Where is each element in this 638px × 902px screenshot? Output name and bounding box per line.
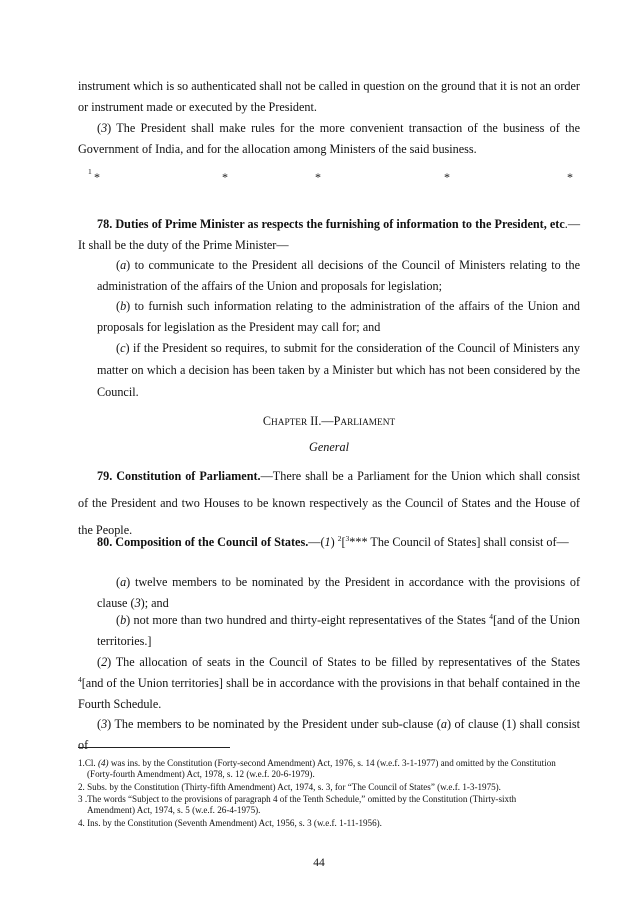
article-78-clause-c: (c) if the President so requires, to submit for the consideration of the Council of Ministers any matter on which a decision has been taken by a Minister but which has not been considered by the Council. [97, 341, 580, 399]
article-79: 79. Constitution of Parliament.—There shall be a Parliament for the Union which shall consist of the President and two Houses to be known respectively as the Council of States and the House of the People. [78, 469, 580, 537]
footnote-ref: 4 [78, 674, 82, 684]
footnote-ref: 3 [345, 533, 350, 543]
section-heading: 80. Composition of the Council of States. [97, 535, 309, 549]
footnote-2: 2. Subs. by the Constitution (Thirty-fifth Amendment) Act, 1974, s. 3, for “The Council of States” (w.e.f. 1-3-1975). [78, 782, 501, 792]
footnote-4: 4. Ins. by the Constitution (Seventh Amendment) Act, 1956, s. 3 (w.e.f. 1-11-1956). [78, 818, 382, 828]
footnote-ref: 4 [489, 611, 493, 621]
article-77-clause-3: (3) The President shall make rules for the more convenient transaction of the business of the Government of India, and for the allocation among Ministers of the said business. [78, 121, 580, 156]
footnote-ref: 2 [337, 533, 342, 543]
clause-number: 3 [101, 121, 108, 135]
general-subheading: General [309, 440, 349, 454]
continuation-paragraph: instrument which is so authenticated shall not be called in question on the ground that it is not an order or instrument made or executed by the President. [78, 79, 580, 114]
omission-stars: 1 * * * * * [88, 167, 573, 184]
article-78-clause-b: (b) to furnish such information relating to the administration of the affairs of the Union and proposals for legislation as the President may call for; and [97, 299, 581, 334]
footnote-3: 3 .The words “Subject to the provisions of paragraph 4 of the Tenth Schedule,” omitted by the Constitution (Thirty-sixth Amendment) Act, 1974, s. 5 (w.e.f. 26-4-1975). [78, 794, 517, 816]
article-80-clause-a: (a) twelve members to be nominated by the President in accordance with the provisions of clause (3); and [97, 575, 581, 610]
article-80-clause-b: (b) not more than two hundred and thirty-eight representatives of the States $^4$[and of the Union territories.] [97, 611, 580, 648]
section-heading: 78. Duties of Prime Minister as respects the furnishing of information to the President, etc [97, 217, 565, 231]
omission-star: * [315, 170, 321, 184]
article-80-clause-3: (3) The members to be nominated by the President under sub-clause (a) of clause (1) shall consist of [78, 717, 581, 752]
footnote-1: 1.Cl. (4) was ins. by the Constitution (Forty-second Amendment) Act, 1976, s. 14 (w.e.f. 3-1-1977) and omitted by the Constitution (Forty-fourth Amendment) Act, 1978, s. 12 (w.e.f. 20-6-1979). [78, 758, 556, 780]
omission-star: * [444, 170, 450, 184]
omission-star: * [94, 170, 100, 184]
article-78-clause-a: (a) to communicate to the President all decisions of the Council of Ministers relating to the administration of the affairs of the Union and proposals for legislation; [97, 258, 580, 293]
chapter-heading: CHAPTER II.—PARLIAMENT [262, 414, 396, 428]
footnote-separator [78, 747, 230, 748]
page-number: 44 [313, 857, 325, 869]
article-78: 78. Duties of Prime Minister as respects the furnishing of information to the President, etc.—It shall be the duty of the Prime Minister— [78, 217, 580, 252]
article-80-clause-2: (2) The allocation of seats in the Council of States to be filled by representatives of the States $^4$[and of the Union territories] shall be in accordance with the provisions in that behalf contained in the Fourth Schedule. [78, 655, 581, 711]
section-heading: 79. Constitution of Parliament. [97, 469, 261, 483]
article-80-clause-1: 80. Composition of the Council of States.—(1) $^2$[$^3$*** The Council of States] shall consist of— [97, 533, 569, 549]
omission-star: * [222, 170, 228, 184]
omission-star: * [567, 170, 573, 184]
